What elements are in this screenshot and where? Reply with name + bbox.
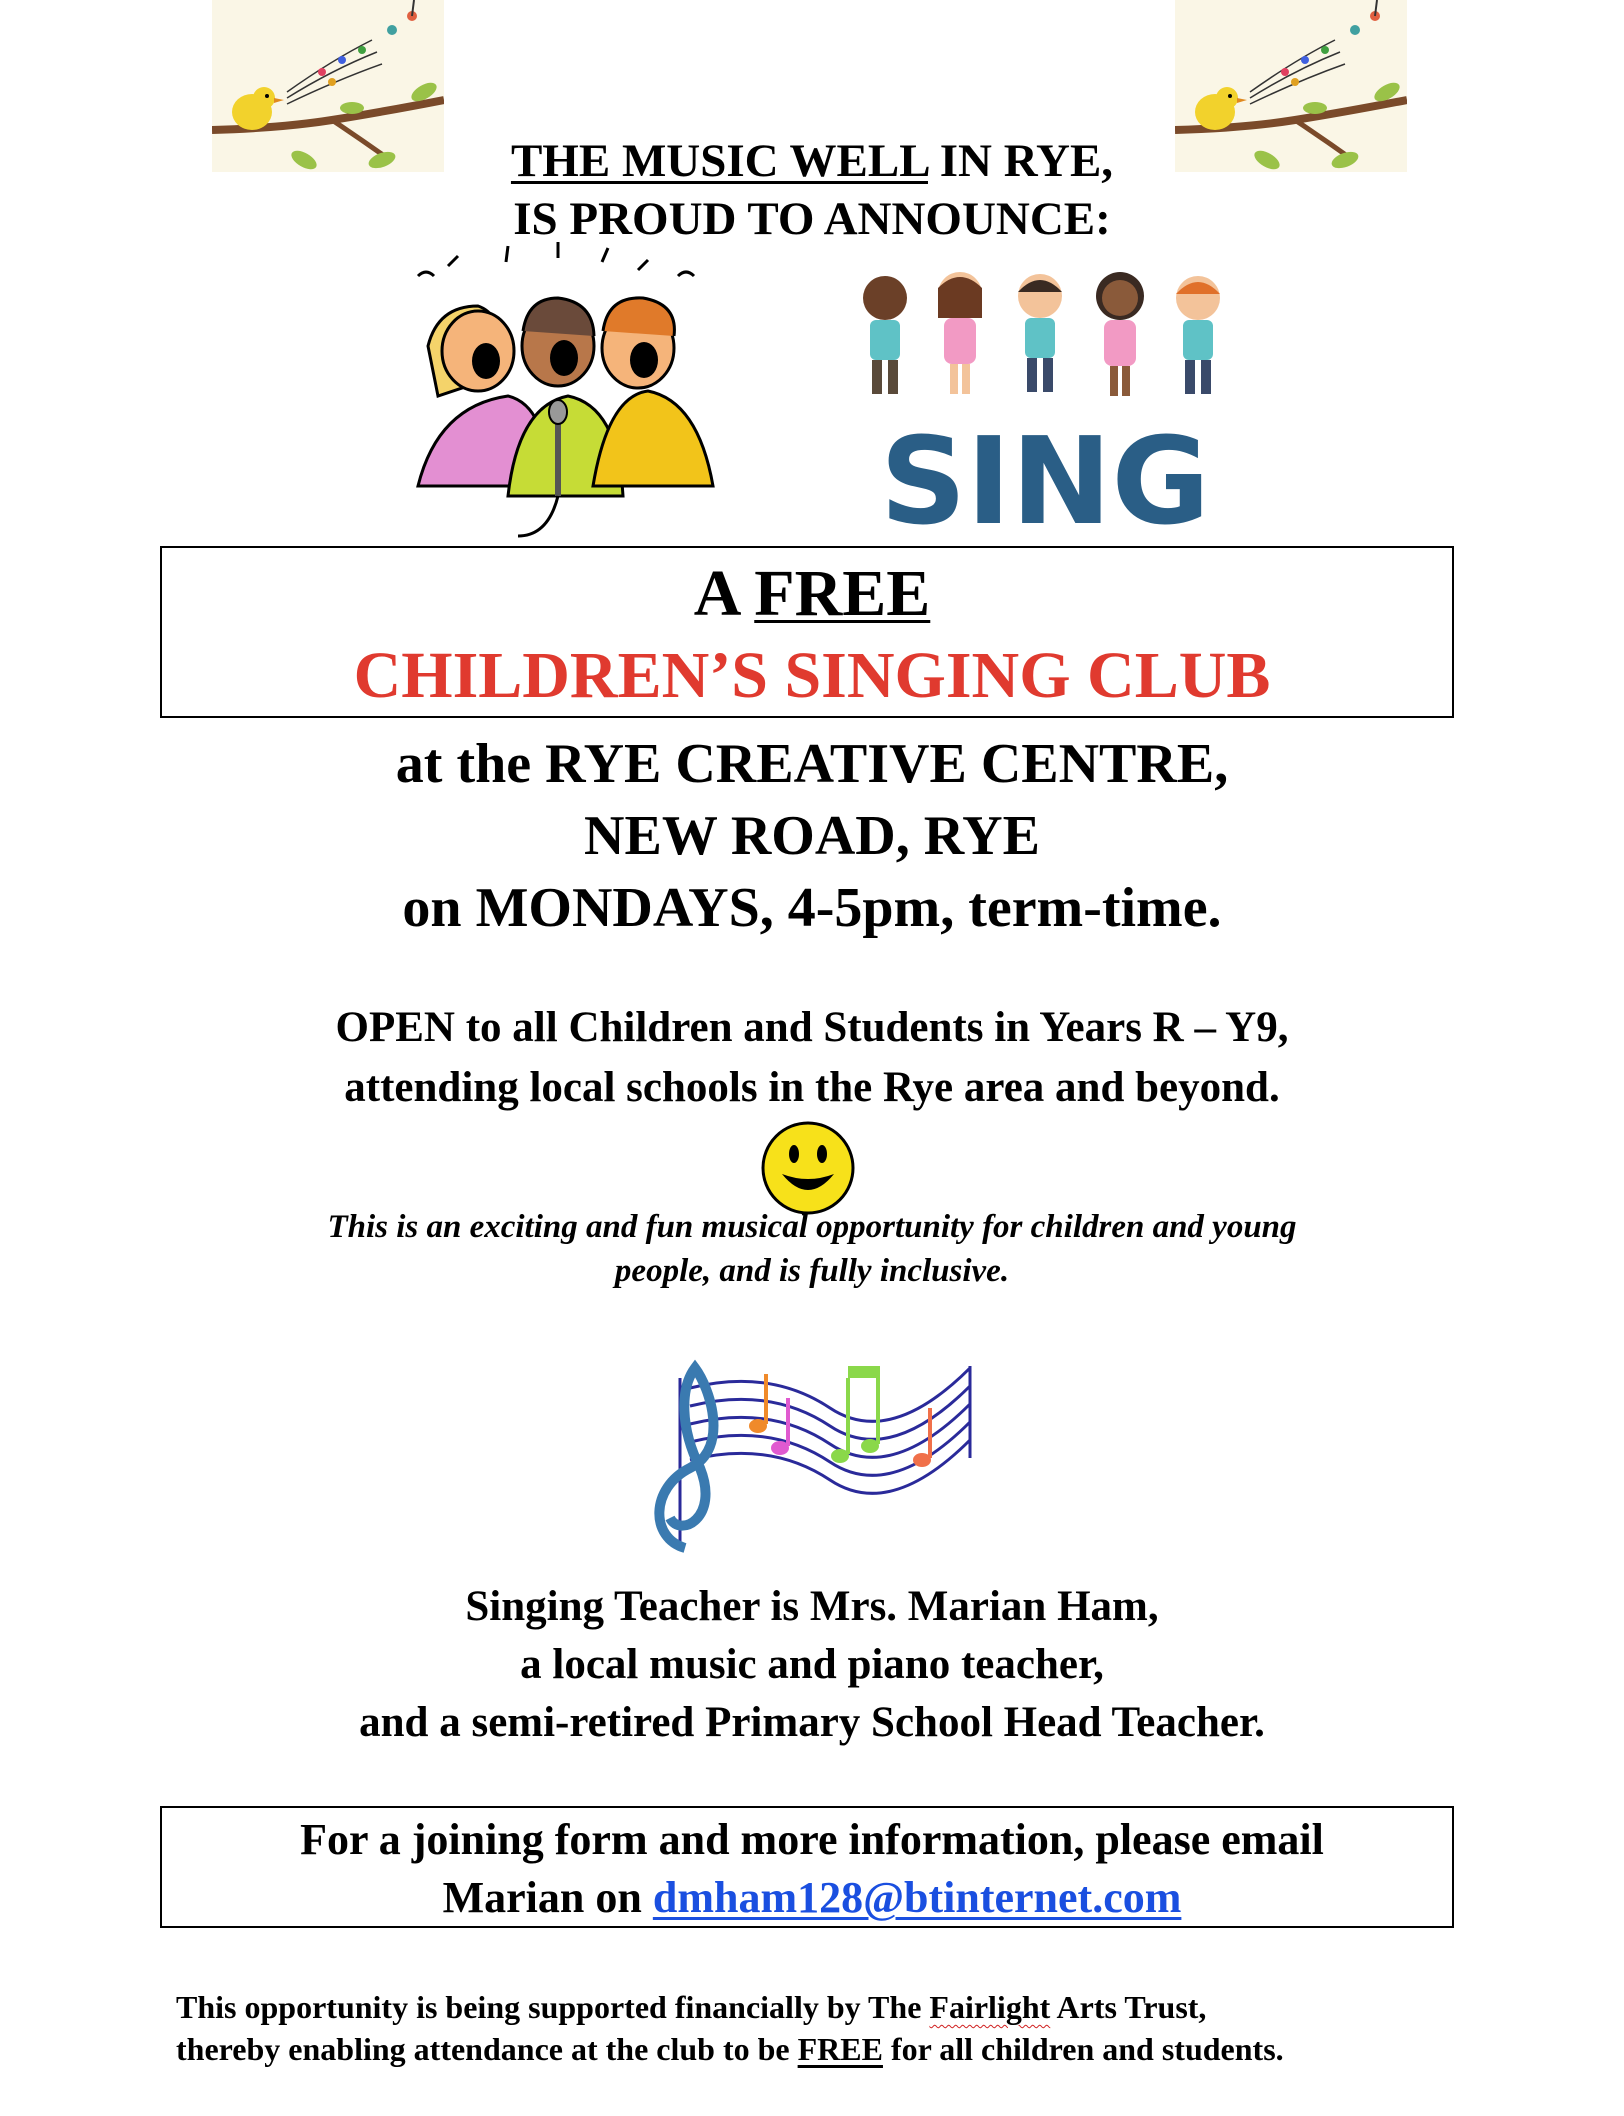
music-staff-image [640, 1348, 980, 1573]
venue-details [0, 728, 1624, 944]
eligibility-text [0, 998, 1624, 1118]
free-word: FREE [754, 557, 931, 630]
email-link[interactable]: dmham128@btinternet.com [652, 1873, 1182, 1922]
description-line-1: This is an exciting and fun musical opportunity for children and young [327, 1209, 1297, 1245]
eligibility-line-1: OPEN to all Children and Students in Years R – Y9, [335, 1004, 1289, 1051]
sing-children-image [840, 258, 1250, 550]
funding-line-2: thereby enabling attendance at the club to be FREE for all children and students. [176, 2031, 1284, 2067]
eligibility-line-2: attending local schools in the Rye area and beyond. [344, 1064, 1280, 1111]
announcement-line-2: IS PROUD TO ANNOUNCE: [513, 193, 1111, 245]
funding-note [176, 1986, 1476, 2070]
sing-word: SING [880, 413, 1210, 550]
club-title: CHILDREN’S SINGING CLUB [353, 639, 1271, 712]
venue-line-3: on MONDAYS, 4-5pm, term-time. [402, 877, 1222, 939]
fairlight-word: Fairlight [929, 1989, 1051, 2025]
announcement-header [0, 132, 1624, 248]
description-line-2: people, and is fully inclusive. [614, 1253, 1010, 1289]
venue-line-1: at the RYE CREATIVE CENTRE, [395, 733, 1229, 795]
free-headline: A FREE [693, 557, 931, 630]
teacher-line-3: and a semi-retired Primary School Head Teacher. [359, 1699, 1265, 1746]
contact-line-1: For a joining form and more information, please email [300, 1815, 1324, 1864]
contact-line-2: Marian on dmham128@btinternet.com [442, 1873, 1182, 1922]
venue-line-2: NEW ROAD, RYE [584, 805, 1040, 867]
free-underlined: FREE [797, 2031, 883, 2067]
contact-text [0, 1811, 1624, 1927]
announcement-line-1: THE MUSIC WELL IN RYE, [510, 135, 1114, 187]
teacher-line-1: Singing Teacher is Mrs. Marian Ham, [465, 1583, 1159, 1630]
teacher-line-2: a local music and piano teacher, [520, 1641, 1104, 1688]
description-text [0, 1205, 1624, 1293]
funding-line-1: This opportunity is being supported financially by The Fairlight Arts Trust, [176, 1989, 1207, 2025]
singing-children-cartoon-image [398, 236, 728, 546]
teacher-info [0, 1578, 1624, 1752]
music-well-name: THE MUSIC WELL [510, 135, 928, 187]
smiley-face-icon [760, 1120, 856, 1216]
